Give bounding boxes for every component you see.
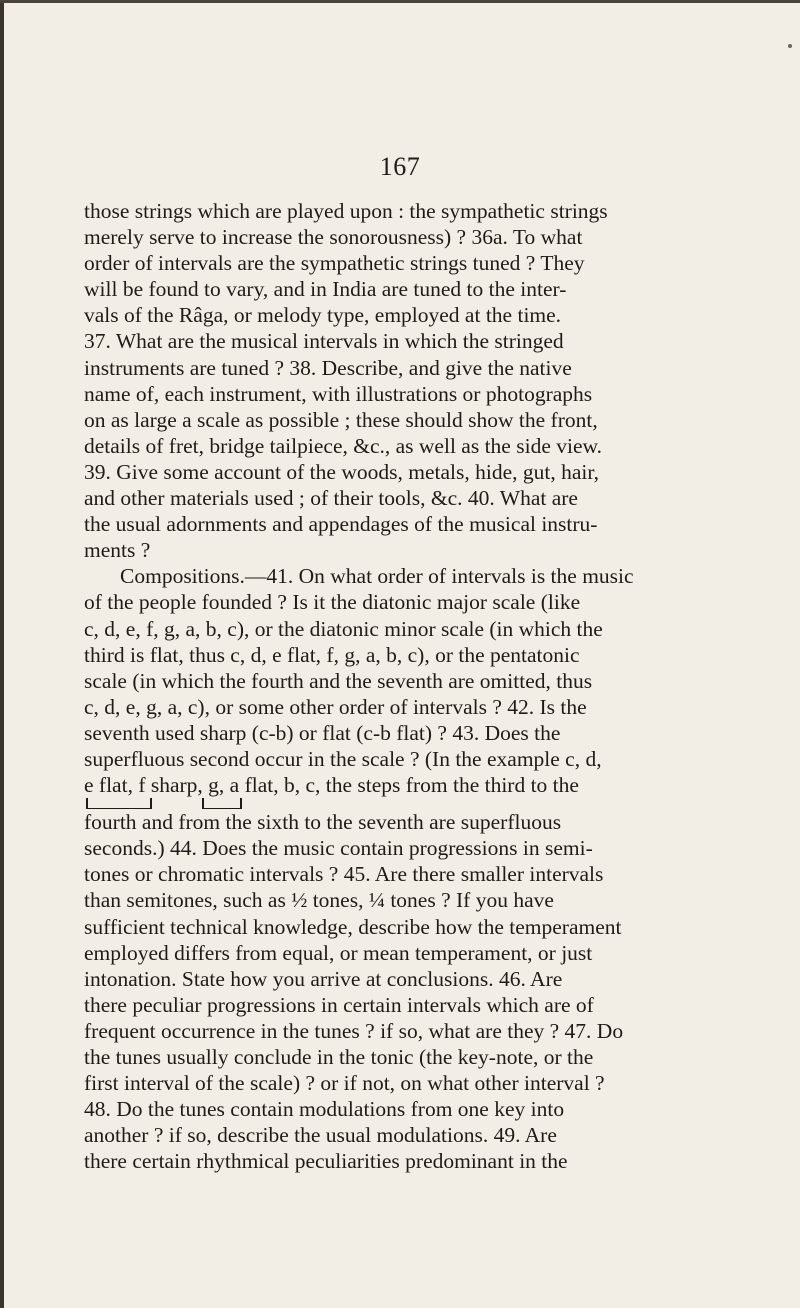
text-line: sufficient technical knowledge, describe how the temperament — [84, 914, 622, 939]
text-line: name of, each instrument, with illustrations or photographs — [84, 381, 593, 406]
page-number: 167 — [379, 152, 421, 181]
text-line: 37. What are the musical intervals in which the stringed — [84, 329, 564, 354]
text-line: and other materials used ; of their tools, &c. 40. What are — [84, 486, 578, 511]
bracket-tick — [150, 798, 152, 808]
text-line: 48. Do the tunes contain modulations from one key into — [84, 1097, 565, 1122]
bracket-bar — [202, 808, 242, 810]
text-line: those strings which are played upon : the sympathetic strings — [84, 199, 608, 223]
interval-bracket-marks — [84, 798, 744, 809]
text-line: will be found to vary, and in India are tuned to the inter- — [84, 277, 567, 302]
text-line: on as large a scale as possible ; these should show the front, — [84, 407, 598, 432]
text-line: seconds.) 44. Does the music contain progressions in semi- — [84, 836, 593, 861]
text-line: details of fret, bridge tailpiece, &c., as well as the side view. — [84, 433, 603, 458]
text-line: seventh used sharp (c-b) or flat (c-b flat) ? 43. Does the — [84, 720, 561, 745]
text-line: instruments are tuned ? 38. Describe, and give the native — [84, 355, 572, 380]
text-line: c, d, e, f, g, a, b, c), or the diatonic minor scale (in which the — [84, 616, 603, 641]
text-line: of the people founded ? Is it the diatonic major scale (like — [84, 590, 581, 615]
text-line: than semitones, such as ½ tones, ¼ tones ? If you have — [84, 888, 554, 913]
text-line: c, d, e, g, a, c), or some other order of intervals ? 42. Is the — [84, 694, 587, 719]
text-line: fourth and from the sixth to the seventh are superfluous — [84, 810, 562, 835]
text-line: frequent occurrence in the tunes ? if so, what are they ? 47. Do — [84, 1018, 624, 1043]
text-line: first interval of the scale) ? or if not, on what other interval ? — [84, 1071, 605, 1096]
text-line: employed differs from equal, or mean temperament, or just — [84, 940, 593, 965]
text-line: 39. Give some account of the woods, metals, hide, gut, hair, — [84, 459, 600, 484]
text-line: merely serve to increase the sonorousness) ? 36a. To what — [84, 225, 583, 250]
page-binding-edge — [0, 0, 4, 1308]
text-line: the tunes usually conclude in the tonic (the key-note, or the — [84, 1045, 594, 1069]
text-line: e flat, f sharp, g, a flat, b, c, the steps from the third to the — [84, 773, 579, 798]
paper-speck — [788, 44, 792, 48]
text-line: ments ? — [84, 538, 151, 563]
text-line: scale (in which the fourth and the seventh are omitted, thus — [84, 668, 593, 693]
text-line: another ? if so, describe the usual modulations. 49. Are — [84, 1123, 557, 1148]
text-line: superfluous second occur in the scale ? (In the example c, d, — [84, 746, 602, 771]
body-text — [84, 198, 744, 1174]
text-line: intonation. State how you arrive at conclusions. 46. Are — [84, 966, 563, 991]
text-line: there certain rhythmical peculiarities predominant in the — [84, 1149, 568, 1174]
text-line: tones or chromatic intervals ? 45. Are there smaller intervals — [84, 862, 604, 887]
text-line: third is flat, thus c, d, e flat, f, g, a, b, c), or the pentatonic — [84, 642, 580, 667]
bracket-tick — [240, 798, 242, 808]
text-line: vals of the Râga, or melody type, employed at the time. — [84, 303, 562, 328]
text-line: there peculiar progressions in certain intervals which are of — [84, 992, 594, 1017]
page-top-edge — [0, 0, 800, 3]
bracket-bar — [86, 808, 152, 810]
text-line: the usual adornments and appendages of the musical instru- — [84, 512, 598, 537]
text-line: order of intervals are the sympathetic strings tuned ? They — [84, 251, 585, 276]
section-heading-line: Compositions.—41. On what order of intervals is the music — [120, 564, 634, 589]
